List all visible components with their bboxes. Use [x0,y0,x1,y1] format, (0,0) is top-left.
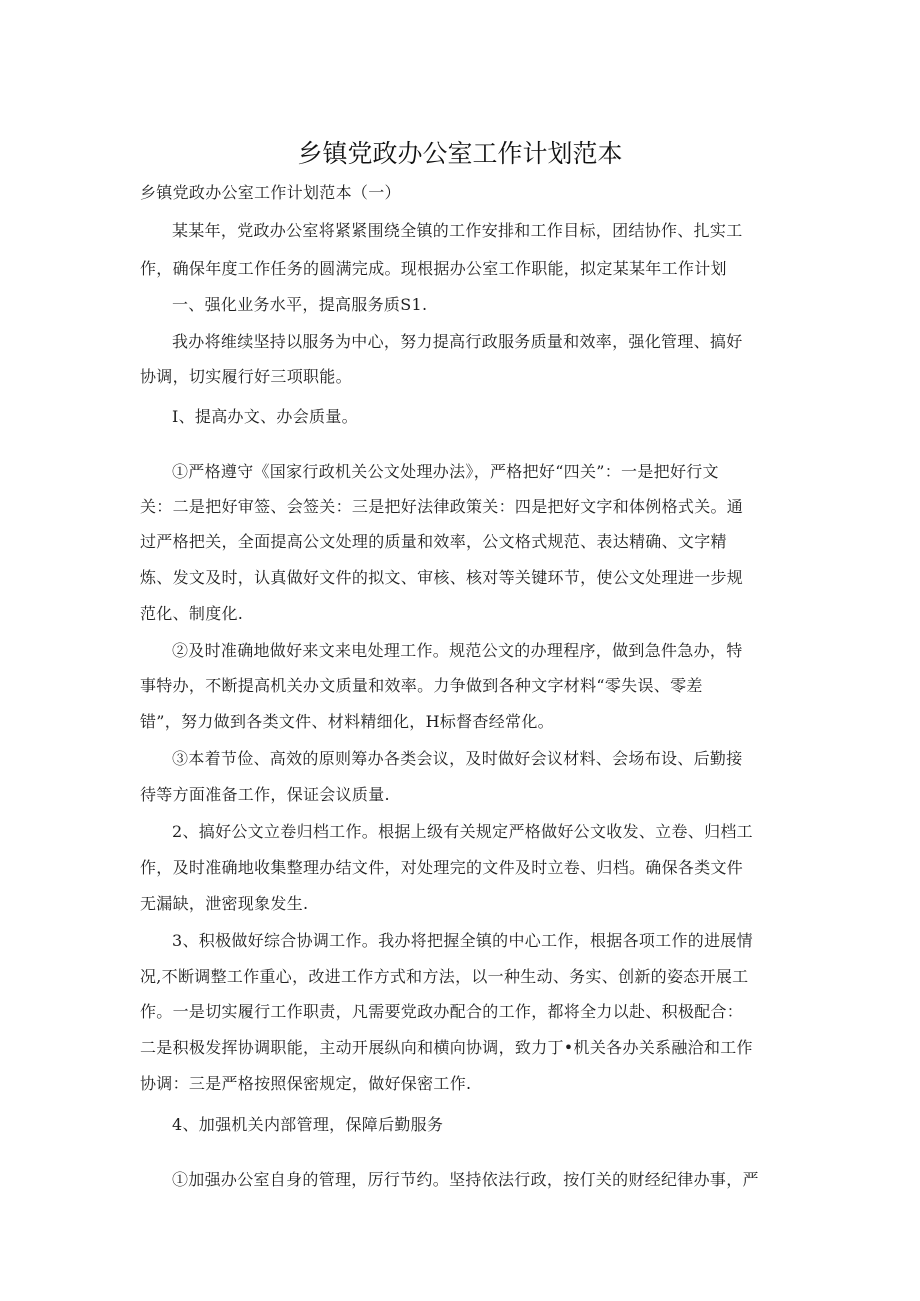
section-heading: 一、强化业务水平，提高服务质S1. [172,295,428,314]
body-line: 作。一是切实履行工作职责，凡需要党政办配合的工作，都将全力以赴、积极配合： [140,1002,744,1021]
body-line: 二是积极发挥协调职能，主动开展纵向和横向协调，致力丁•机关各办关系融洽和工作 [140,1038,753,1057]
body-line: 范化、制度化. [140,604,244,623]
body-line: 协调，切实履行好三项职能。 [140,367,352,386]
body-line: 我办将维续坚持以服务为中心，努力提高行政服务质量和效率，强化管理、搞好 [172,332,743,351]
body-line: 无漏缺，泄密现象发生. [140,894,309,913]
body-line: ①严格遵守《国家行政机关公文处理办法》，严格把好“四关”：一是把好行文 [172,462,719,481]
body-line: 错”，努力做到各类文件、材料精细化，H标督杳经常化。 [140,712,554,731]
subsection-heading: 4、加强机关内部管理，保障后勤服务 [172,1115,444,1134]
body-line: 某某年，党政办公室将紧紧围绕全镇的工作安排和工作目标，团结协作、扎实工 [172,221,743,240]
body-line: 3、积极做好综合协调工作。我办将把握全镇的中心工作，根据各项工作的进展情 [172,931,753,950]
body-line: ③本着节俭、高效的原则筹办各类会议，及时做好会议材料、会场布设、后勤接 [172,749,743,768]
body-line: 事特办，不断提高机关办文质量和效率。力争做到各种文字材料“零失误、零差 [140,676,703,695]
body-line: 作，确保年度工作任务的圆满完成。现根据办公室工作职能，拟定某某年工作计划 [140,259,727,278]
body-line: 况,不断调整工作重心，改进工作方式和方法，以一种生动、务实、创新的姿态开展工 [140,967,749,986]
subsection-heading: I、提高办文、办会质量。 [172,407,358,426]
body-line: 关：二是把好审签、会签关：三是把好法律政策关：四是把好文字和体例格式关。通 [140,497,744,516]
body-line: ②及时准确地做好来文来电处理工作。规范公文的办理程序，做到急件急办，特 [172,641,743,660]
document-title: 乡镇党政办公室工作计划范本 [297,139,623,168]
body-line: 待等方面准备工作，保证会议质量. [140,785,390,804]
document-subtitle: 乡镇党政办公室工作计划范本（一） [140,183,401,202]
body-line: ①加强办公室自身的管理，厉行节约。坚持依法行政，按仃关的财经纪律办事，严 [172,1170,759,1189]
body-line: 过严格把关，全面提高公文处理的质量和效率，公文格式规范、表达精确、文字精 [140,532,727,551]
body-line: 2、搞好公文立卷归档工作。根据上级有关规定严格做好公文收发、立卷、归档工 [172,822,753,841]
body-line: 炼、发文及时，认真做好文件的拟文、审核、核对等关键环节，使公文处理进一步规 [140,568,744,587]
body-line: 协调：三是严格按照保密规定，做好保密工作. [140,1074,472,1093]
body-line: 作，及时准确地收集整理办结文件，对处理完的文件及时立卷、归档。确保各类文件 [140,858,744,877]
